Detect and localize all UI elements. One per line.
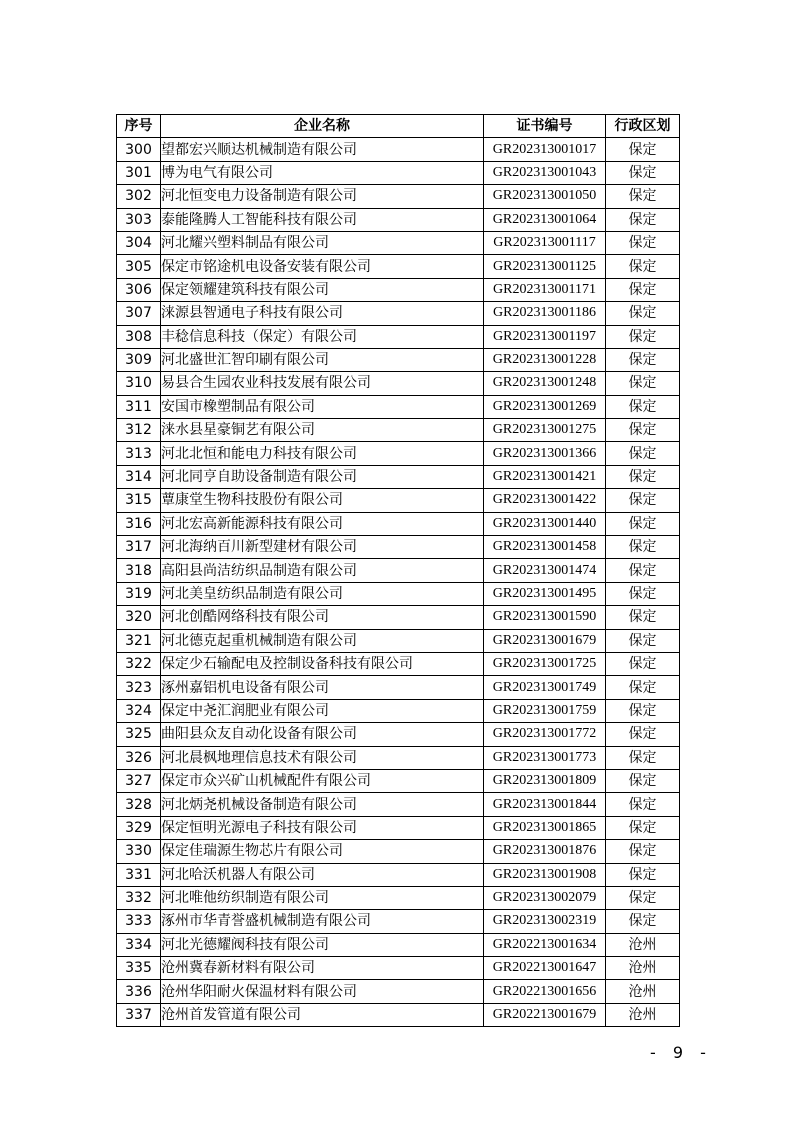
- row-serial: 336: [117, 980, 161, 1003]
- table-row: [117, 138, 680, 161]
- row-serial: 306: [117, 278, 161, 301]
- row-certificate-number: GR202313001809: [484, 769, 606, 792]
- row-certificate-number: GR202313001440: [484, 512, 606, 535]
- row-company-name: 河北北恒和能电力科技有限公司: [161, 442, 484, 465]
- row-certificate-number: GR202313001759: [484, 699, 606, 722]
- table-row: [117, 512, 680, 535]
- table-row: [117, 863, 680, 886]
- row-serial: 313: [117, 442, 161, 465]
- table-header-row: [117, 115, 680, 138]
- row-company-name: 保定佳瑞源生物芯片有限公司: [161, 840, 484, 863]
- row-certificate-number: GR202313001749: [484, 676, 606, 699]
- table-row: [117, 769, 680, 792]
- row-district: 保定: [606, 161, 680, 184]
- row-certificate-number: GR202313001043: [484, 161, 606, 184]
- row-district: 保定: [606, 863, 680, 886]
- row-company-name: 丰稔信息科技（保定）有限公司: [161, 325, 484, 348]
- row-serial: 328: [117, 793, 161, 816]
- table-row: [117, 980, 680, 1003]
- row-district: 保定: [606, 278, 680, 301]
- row-district: 保定: [606, 231, 680, 254]
- row-district: 保定: [606, 442, 680, 465]
- row-district: 保定: [606, 886, 680, 909]
- row-district: 保定: [606, 372, 680, 395]
- row-company-name: 河北唯他纺织制造有限公司: [161, 886, 484, 909]
- row-serial: 335: [117, 957, 161, 980]
- row-district: 沧州: [606, 957, 680, 980]
- row-certificate-number: GR202313001228: [484, 348, 606, 371]
- row-serial: 317: [117, 536, 161, 559]
- row-district: 沧州: [606, 1003, 680, 1026]
- row-company-name: 河北哈沃机器人有限公司: [161, 863, 484, 886]
- table-row: [117, 372, 680, 395]
- row-company-name: 河北恒变电力设备制造有限公司: [161, 185, 484, 208]
- row-certificate-number: GR202213001634: [484, 933, 606, 956]
- row-serial: 334: [117, 933, 161, 956]
- row-district: 保定: [606, 793, 680, 816]
- table-row: [117, 325, 680, 348]
- row-serial: 311: [117, 395, 161, 418]
- row-certificate-number: GR202313001197: [484, 325, 606, 348]
- row-serial: 300: [117, 138, 161, 161]
- table-row: [117, 886, 680, 909]
- table-row: [117, 255, 680, 278]
- row-serial: 305: [117, 255, 161, 278]
- table-row: [117, 957, 680, 980]
- row-district: 保定: [606, 395, 680, 418]
- row-certificate-number: GR202313001117: [484, 231, 606, 254]
- row-company-name: 涿州嘉铝机电设备有限公司: [161, 676, 484, 699]
- row-district: 保定: [606, 606, 680, 629]
- header-district: 行政区划: [606, 115, 680, 138]
- table-row: [117, 582, 680, 605]
- row-company-name: 望都宏兴顺达机械制造有限公司: [161, 138, 484, 161]
- row-certificate-number: GR202213001656: [484, 980, 606, 1003]
- row-serial: 320: [117, 606, 161, 629]
- header-certificate-number: 证书编号: [484, 115, 606, 138]
- row-serial: 322: [117, 652, 161, 675]
- row-serial: 324: [117, 699, 161, 722]
- table-row: [117, 816, 680, 839]
- row-district: 保定: [606, 325, 680, 348]
- row-district: 保定: [606, 536, 680, 559]
- row-district: 沧州: [606, 980, 680, 1003]
- table-row: [117, 185, 680, 208]
- row-serial: 325: [117, 723, 161, 746]
- row-company-name: 沧州冀春新材料有限公司: [161, 957, 484, 980]
- row-certificate-number: GR202313002319: [484, 910, 606, 933]
- row-company-name: 曲阳县众友自动化设备有限公司: [161, 723, 484, 746]
- table-row: [117, 606, 680, 629]
- row-company-name: 安国市橡塑制品有限公司: [161, 395, 484, 418]
- row-district: 保定: [606, 559, 680, 582]
- row-company-name: 保定恒明光源电子科技有限公司: [161, 816, 484, 839]
- row-serial: 314: [117, 465, 161, 488]
- row-company-name: 河北晨枫地理信息技术有限公司: [161, 746, 484, 769]
- row-certificate-number: GR202313001725: [484, 652, 606, 675]
- row-certificate-number: GR202313001679: [484, 629, 606, 652]
- table-row: [117, 1003, 680, 1026]
- row-company-name: 河北美皇纺织品制造有限公司: [161, 582, 484, 605]
- row-certificate-number: GR202313001064: [484, 208, 606, 231]
- row-serial: 330: [117, 840, 161, 863]
- row-serial: 303: [117, 208, 161, 231]
- row-certificate-number: GR202313001458: [484, 536, 606, 559]
- row-district: 保定: [606, 652, 680, 675]
- header-company-name: 企业名称: [161, 115, 484, 138]
- table-row: [117, 629, 680, 652]
- row-serial: 323: [117, 676, 161, 699]
- row-serial: 316: [117, 512, 161, 535]
- row-company-name: 涿州市华青誉盛机械制造有限公司: [161, 910, 484, 933]
- row-certificate-number: GR202213001647: [484, 957, 606, 980]
- row-district: 保定: [606, 746, 680, 769]
- row-district: 沧州: [606, 933, 680, 956]
- row-district: 保定: [606, 699, 680, 722]
- row-district: 保定: [606, 816, 680, 839]
- row-company-name: 涞源县智通电子科技有限公司: [161, 302, 484, 325]
- table-row: [117, 536, 680, 559]
- row-certificate-number: GR202313001474: [484, 559, 606, 582]
- table-row: [117, 676, 680, 699]
- row-company-name: 河北光德耀阀科技有限公司: [161, 933, 484, 956]
- table-row: [117, 302, 680, 325]
- row-company-name: 河北炳尧机械设备制造有限公司: [161, 793, 484, 816]
- table-row: [117, 465, 680, 488]
- row-district: 保定: [606, 255, 680, 278]
- row-certificate-number: GR202313001865: [484, 816, 606, 839]
- row-company-name: 河北海纳百川新型建材有限公司: [161, 536, 484, 559]
- row-serial: 327: [117, 769, 161, 792]
- row-district: 保定: [606, 489, 680, 512]
- row-district: 保定: [606, 138, 680, 161]
- table-row: [117, 840, 680, 863]
- table-row: [117, 910, 680, 933]
- row-serial: 309: [117, 348, 161, 371]
- row-district: 保定: [606, 723, 680, 746]
- table-row: [117, 161, 680, 184]
- row-serial: 301: [117, 161, 161, 184]
- row-company-name: 河北创酷网络科技有限公司: [161, 606, 484, 629]
- row-serial: 337: [117, 1003, 161, 1026]
- table-row: [117, 652, 680, 675]
- row-district: 保定: [606, 348, 680, 371]
- table-row: [117, 231, 680, 254]
- table-row: [117, 442, 680, 465]
- row-company-name: 高阳县尚洁纺织品制造有限公司: [161, 559, 484, 582]
- table-row: [117, 395, 680, 418]
- row-certificate-number: GR202313001050: [484, 185, 606, 208]
- row-certificate-number: GR202313001495: [484, 582, 606, 605]
- table-row: [117, 933, 680, 956]
- table-row: [117, 559, 680, 582]
- row-company-name: 沧州华阳耐火保温材料有限公司: [161, 980, 484, 1003]
- row-certificate-number: GR202313001772: [484, 723, 606, 746]
- row-serial: 307: [117, 302, 161, 325]
- row-company-name: 河北耀兴塑料制品有限公司: [161, 231, 484, 254]
- row-certificate-number: GR202313001269: [484, 395, 606, 418]
- row-district: 保定: [606, 185, 680, 208]
- row-district: 保定: [606, 582, 680, 605]
- row-certificate-number: GR202313001876: [484, 840, 606, 863]
- row-certificate-number: GR202313001844: [484, 793, 606, 816]
- row-serial: 304: [117, 231, 161, 254]
- row-serial: 326: [117, 746, 161, 769]
- company-table: [116, 114, 680, 1027]
- row-company-name: 博为电气有限公司: [161, 161, 484, 184]
- row-district: 保定: [606, 910, 680, 933]
- row-company-name: 保定市铭途机电设备安装有限公司: [161, 255, 484, 278]
- table-row: [117, 208, 680, 231]
- row-company-name: 保定领耀建筑科技有限公司: [161, 278, 484, 301]
- row-certificate-number: GR202213001679: [484, 1003, 606, 1026]
- row-serial: 318: [117, 559, 161, 582]
- row-serial: 310: [117, 372, 161, 395]
- row-company-name: 涞水县星豪铜艺有限公司: [161, 419, 484, 442]
- row-district: 保定: [606, 419, 680, 442]
- row-company-name: 保定少石输配电及控制设备科技有限公司: [161, 652, 484, 675]
- row-certificate-number: GR202313001773: [484, 746, 606, 769]
- row-company-name: 沧州首发管道有限公司: [161, 1003, 484, 1026]
- row-serial: 315: [117, 489, 161, 512]
- row-serial: 329: [117, 816, 161, 839]
- row-certificate-number: GR202313002079: [484, 886, 606, 909]
- row-district: 保定: [606, 512, 680, 535]
- row-district: 保定: [606, 629, 680, 652]
- row-serial: 332: [117, 886, 161, 909]
- row-serial: 312: [117, 419, 161, 442]
- table-row: [117, 793, 680, 816]
- row-certificate-number: GR202313001421: [484, 465, 606, 488]
- row-certificate-number: GR202313001186: [484, 302, 606, 325]
- row-company-name: 保定市众兴矿山机械配件有限公司: [161, 769, 484, 792]
- row-serial: 321: [117, 629, 161, 652]
- row-company-name: 河北盛世汇智印刷有限公司: [161, 348, 484, 371]
- row-certificate-number: GR202313001590: [484, 606, 606, 629]
- table-row: [117, 746, 680, 769]
- row-serial: 333: [117, 910, 161, 933]
- row-serial: 308: [117, 325, 161, 348]
- page-number: - 9 -: [650, 1043, 712, 1062]
- row-company-name: 蕈康堂生物科技股份有限公司: [161, 489, 484, 512]
- row-district: 保定: [606, 465, 680, 488]
- row-district: 保定: [606, 302, 680, 325]
- table-row: [117, 419, 680, 442]
- row-company-name: 保定中尧汇润肥业有限公司: [161, 699, 484, 722]
- row-company-name: 河北同亨自助设备制造有限公司: [161, 465, 484, 488]
- row-serial: 319: [117, 582, 161, 605]
- row-certificate-number: GR202313001908: [484, 863, 606, 886]
- table-row: [117, 278, 680, 301]
- row-company-name: 河北宏高新能源科技有限公司: [161, 512, 484, 535]
- row-company-name: 泰能隆腾人工智能科技有限公司: [161, 208, 484, 231]
- table-row: [117, 489, 680, 512]
- row-district: 保定: [606, 676, 680, 699]
- row-certificate-number: GR202313001366: [484, 442, 606, 465]
- row-certificate-number: GR202313001248: [484, 372, 606, 395]
- row-certificate-number: GR202313001422: [484, 489, 606, 512]
- row-serial: 302: [117, 185, 161, 208]
- row-serial: 331: [117, 863, 161, 886]
- table-row: [117, 699, 680, 722]
- row-certificate-number: GR202313001017: [484, 138, 606, 161]
- row-certificate-number: GR202313001125: [484, 255, 606, 278]
- row-certificate-number: GR202313001171: [484, 278, 606, 301]
- header-serial: 序号: [117, 115, 161, 138]
- table-row: [117, 348, 680, 371]
- row-certificate-number: GR202313001275: [484, 419, 606, 442]
- row-company-name: 河北德克起重机械制造有限公司: [161, 629, 484, 652]
- row-district: 保定: [606, 840, 680, 863]
- row-district: 保定: [606, 769, 680, 792]
- table-row: [117, 723, 680, 746]
- row-company-name: 易县合生园农业科技发展有限公司: [161, 372, 484, 395]
- row-district: 保定: [606, 208, 680, 231]
